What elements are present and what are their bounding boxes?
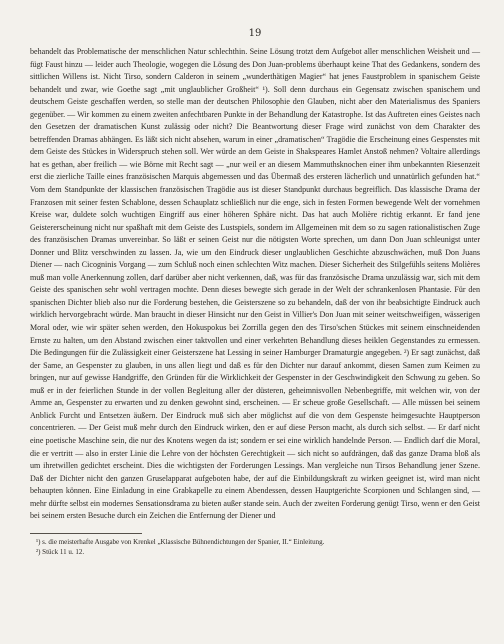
footnote-separator — [30, 533, 142, 534]
footnote-2: ²) Stück 11 u. 12. — [36, 547, 85, 556]
body-text: behandelt das Problematische der menschlichen Natur schlechthin. Seine Lösung trotzt dem Aufgebot aller menschlichen Weisheit und — fügt Faust hinzu — leider auch Theologie, wogegen die Lösung des Don Juan-problems überhaupt keine That des Gedankens, sondern des sittlichen Willens ist. Nicht Tirso, sondern Calderon in seinem „wunderthätigen Magier“ hat jenes Faustproblem in spanischem Geiste behandelt und zwar, wie Goethe sagt „mit unglaublicher Großheit“ ¹). Soll denn durchaus ein Gegensatz zwischen spanischem und deutschem Geiste geschaffen werden, so stelle man der deutschen Philosophie den Glauben, nicht aber den Materialismus des Spaniers gegenüber. — Wir kommen zu einem zweiten anfechtbaren Punkte in der Behandlung der Katastrophe. Ist das Auftreten eines Geistes nach den Gesetzen der dramatischen Kunst zulässig oder nicht? Die Beantwortung dieser Frage wird zunächst von dem Charakter des betreffenden Dramas abhängen. Es läßt sich nicht absehen, warum in einer „dramatischen“ Tragödie die Erscheinung eines Gespenstes mit dem Geiste des Stückes in Widerspruch stehen soll. Wer würde an dem Geiste in Shakspeares Hamlet Anstoß nehmen? Voltaire allerdings hat es gethan, aber freilich — wie Börne mit Recht sagt — „nur weil er an diesem Mammuthsknochen einer ihm unbekannten Riesenzeit erst die zierliche Taille eines französischen Marquis abgemessen und das Übermaß des ersteren lächerlich und unnatürlich gefunden hat.“ Vom dem Standpunkte der klassischen französischen Tragödie aus ist dieser Standpunkt durchaus begreiflich. Das klassische Drama der Franzosen mit seiner festen Schablone, dessen Schauplatz schließlich nur die enge, sich in festen Formen bewegende Welt der vornehmen Kreise war, duldete solch wuchtigen Eingriff aus einer höheren Sphäre nicht. Das hat auch Molière richtig erkannt. Er fand jene Geistererscheinung nicht nur spaßhaft mit dem Geiste des Lustspiels, sondern im Allgemeinen mit dem so zu sagen rationalistischen Zuge des französischen Dramas unvereinbar. So läßt er seinen Geist nur die nötigsten Worte sprechen, um dann Don Juan schleunigst unter Donner und Blitz verschwinden zu lassen. Ja, wie um den Eindruck dieser unglaublichen Geschichte abzuschwächen, muß Don Juans Diener — nach Cicogninis Vorgang — zum Schluß noch einen schlechten Witz machen. Dieser Sicherheit des Stilgefühls seitens Molières muß man volle Anerkennung zollen, darf darüber aber nicht verkennen, daß, was für das französische Drama unzulässig war, sich mit dem Geiste des spanischen sehr wohl vertragen mochte. Denn dieses bewegte sich gerade in der Welt der schrankenlosen Phantasie. Für den spanischen Dichter blieb also nur die Forderung bestehen, die Geisterszene so zu behandeln, daß der von ihr beabsichtigte Eindruck auch wirklich hervorgebracht würde. Man braucht in dieser Hinsicht nur den Geist in Villier's Don Juan mit seiner weitschweifigen, wässerigen Moral oder, wie wir später sehen werden, den Hokuspokus bei Zorrilla gegen den des Tirso'schen Stückes mit seinem einschneidenden Ernste zu halten, um den Abstand zwischen einer taktvollen und einer verkehrten Behandlung dieses heiklen Gegenstandes zu ermessen. Die Bedingungen für die Zulässigkeit einer Geisterszene hat Lessing in seiner Hamburger Dramaturgie angegeben. ²) Er sagt zunächst, daß der Same, an Gespenster zu glauben, in uns allen liegt und daß es für den Dichter nur darauf ankommt, diesen Samen zum Keimen zu bringen, nur auf gewisse Handgriffe, den Gründen für die Wirklichkeit der Gespenster in der Geschwindigkeit den Schwung zu geben. So muß er in der feierlichen Stunde in der vollen Begleitung aller der düsteren, geheimnisvollen Nebenbegriffe, mit welchen wir, von der Amme an, Gespenster zu erwarten und zu denken gewohnt sind, erscheinen. — Er scheue große Gesellschaft. — Alle müssen bei seinem Anblick Furcht und Entsetzen äußern. Der Eindruck muß sich aber möglichst auf die von dem Gespenste heimgesuchte Hauptperson concentrieren. — Der Geist muß mehr durch den Eindruck wirken, den er auf diese Person macht, als durch sich selbst. — Er darf nicht eine poetische Maschine sein, die nur des Knotens wegen da ist; sondern er sei eine wirklich handelnde Person. — Endlich darf die Moral, die er vertritt — also in erster Linie die Lehre von der höchsten Gerechtigkeit — sich nicht so aufdrängen, daß das ganze Drama bloß als um ihretwillen gedichtet erscheint. Dies die wichtigsten der Forderungen Lessings. Man vergleiche nun Tirsos Behandlung jener Szene. Daß der Dichter nicht den ganzen Gruselapparat aufgeboten habe, der auf die Einbildungskraft zu wirken geeignet ist, wird man nicht behaupten können. Eine Einladung in eine Grabkapelle zu einem Abendessen, dessen Hauptgerichte Scorpionen und Schlangen sind, — mehr dürfte selbst ein modernes Sensationsdrama zu bieten außer stande sein. Auch der zweiten Forderung genügt Tirso, wenn er den Geist bei seinem ersten Besuche durch ein Zeichen die Entfernung der Diener und — [30, 47, 480, 521]
footnotes — [30, 537, 480, 557]
page-number: 19 — [248, 28, 262, 39]
footnote-1: ¹) s. die meisterhafte Ausgabe von Krenkel „Klassische Bühnendichtungen der Spanier, II.“ Einleitung. — [36, 537, 325, 546]
